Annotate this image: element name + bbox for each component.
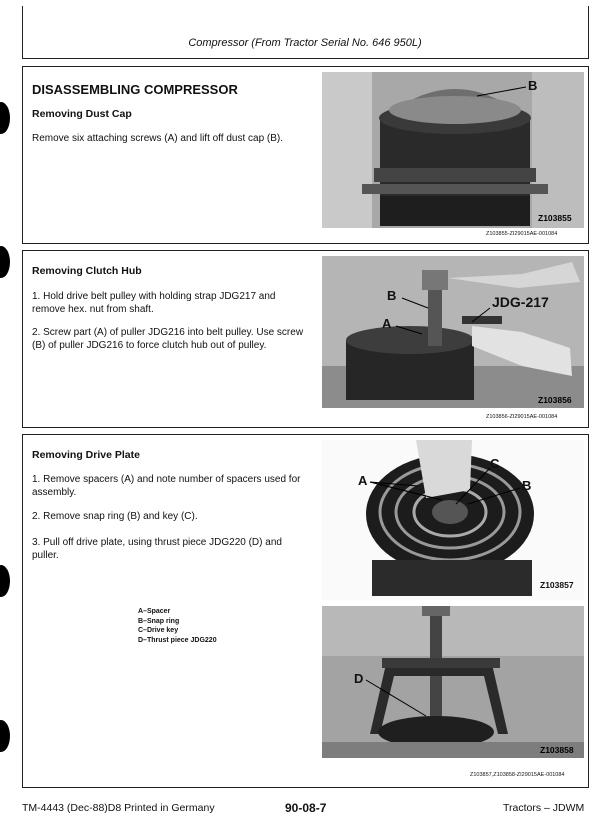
binding-hole xyxy=(0,246,10,278)
callout-label: A xyxy=(382,316,392,331)
legend-item: B–Snap ring xyxy=(138,617,180,625)
instruction-paragraph: 2. Screw part (A) of puller JDG216 into belt pulley. Use screw (B) of puller JDG216 to force clutch hub out of pulley. xyxy=(32,327,304,351)
parts-legend xyxy=(138,607,217,645)
instruction-paragraph: 1. Remove spacers (A) and note number of spacers used for assembly. xyxy=(32,474,301,498)
photo-drive-plate-puller xyxy=(322,606,584,758)
figure-id: Z103856 xyxy=(538,395,572,405)
figure-reference: Z103856-ZI29015AE-001084 xyxy=(486,414,558,420)
callout-leader-lines xyxy=(322,72,584,228)
instruction-paragraph: 1. Hold drive belt pulley with holding strap JDG217 and remove hex. nut from shaft. xyxy=(32,291,276,315)
callout-label: A xyxy=(358,473,368,488)
callout-label: C xyxy=(490,456,500,471)
binding-hole xyxy=(0,565,10,597)
callout-label: JDG-217 xyxy=(492,294,549,310)
instruction-paragraph: 2. Remove snap ring (B) and key (C). xyxy=(32,511,198,522)
footer-right: Tractors – JDWM xyxy=(503,802,585,814)
legend-item: D–Thrust piece JDG220 xyxy=(138,636,217,644)
callout-label: D xyxy=(354,671,364,686)
header-frame xyxy=(22,6,589,59)
page-header-title: Compressor (From Tractor Serial No. 646 950L) xyxy=(188,37,422,49)
figure-id: Z103857 xyxy=(540,580,574,590)
binding-hole xyxy=(0,102,10,134)
subsection-title-drive-plate: Removing Drive Plate xyxy=(32,449,140,461)
figure-id: Z103858 xyxy=(540,745,574,755)
figure-reference: Z103857,Z103858-ZI29015AE-001084 xyxy=(470,772,565,778)
figure-reference: Z103855-ZI29015AE-001084 xyxy=(486,231,558,237)
figure-id: Z103855 xyxy=(538,213,572,223)
footer-page-number: 90-08-7 xyxy=(285,801,327,815)
photo-spacers xyxy=(322,440,584,600)
footer-left: TM-4443 (Dec-88)D8 Printed in Germany xyxy=(22,802,215,814)
legend-item: C–Drive key xyxy=(138,627,179,634)
callout-leader-lines xyxy=(322,606,584,758)
photo-clutch-hub xyxy=(322,256,584,408)
callout-leader-lines xyxy=(322,256,584,408)
instruction-paragraph: 3. Pull off drive plate, using thrust piece JDG220 (D) and puller. xyxy=(32,537,282,561)
binding-hole xyxy=(0,720,10,752)
callout-label: B xyxy=(522,478,532,493)
subsection-title-dust-cap: Removing Dust Cap xyxy=(32,108,132,120)
photo-dust-cap xyxy=(322,72,584,228)
callout-leader-lines xyxy=(322,440,584,600)
callout-label: B xyxy=(528,78,538,93)
instruction-paragraph: Remove six attaching screws (A) and lift off dust cap (B). xyxy=(32,133,284,144)
callout-label: B xyxy=(387,288,397,303)
section-title: DISASSEMBLING COMPRESSOR xyxy=(32,82,238,97)
subsection-title-clutch-hub: Removing Clutch Hub xyxy=(32,265,142,277)
legend-item: A–Spacer xyxy=(138,608,171,615)
